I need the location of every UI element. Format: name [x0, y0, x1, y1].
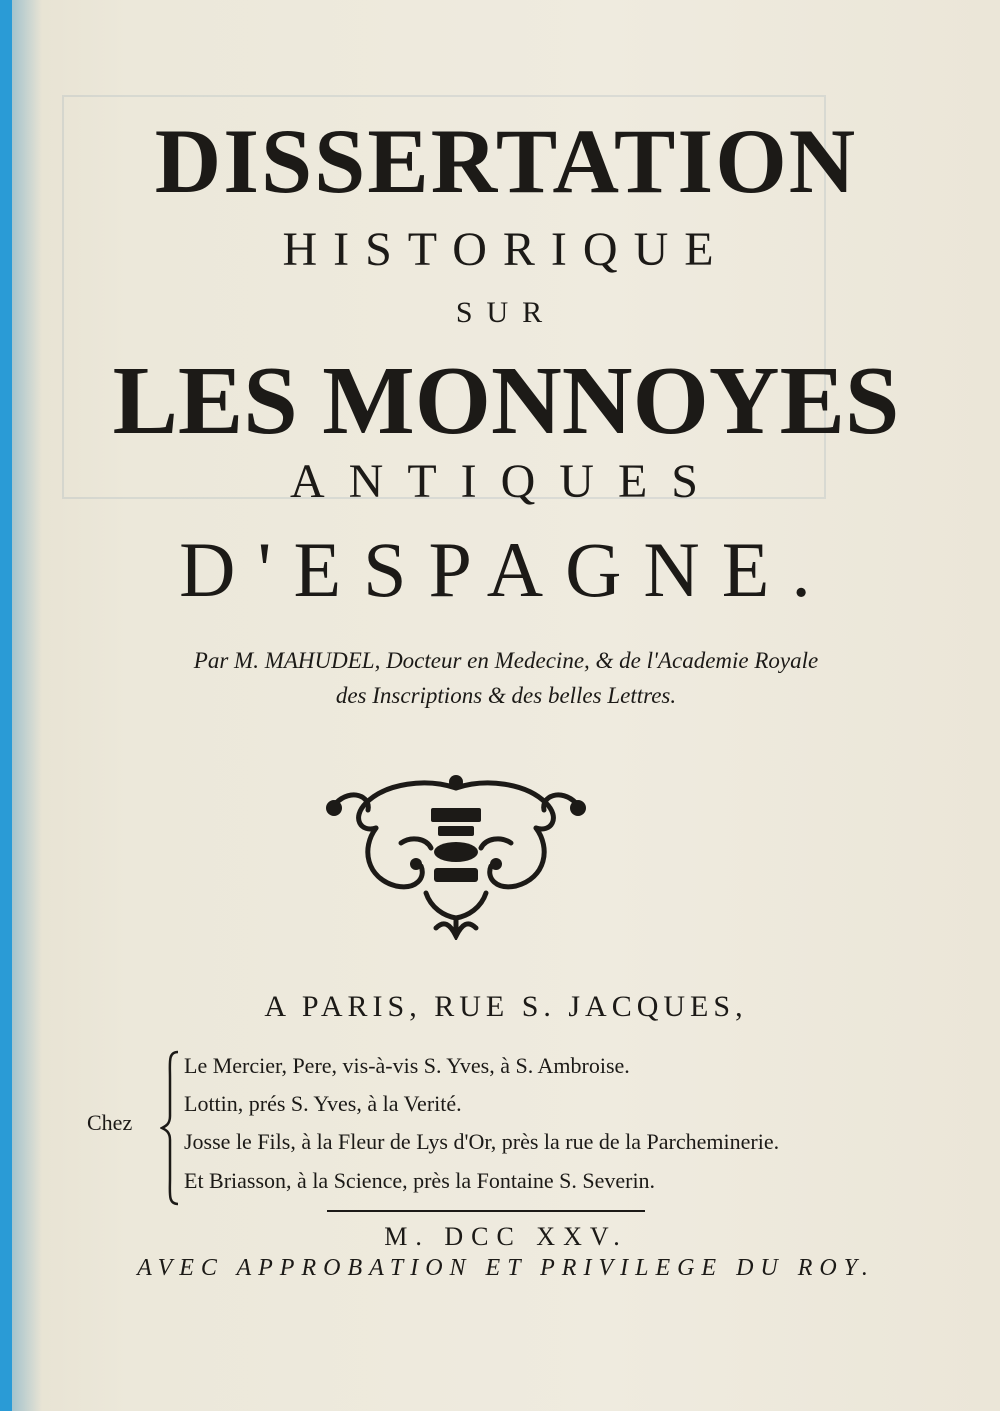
imprint-chez: Chez	[87, 1110, 133, 1135]
seller-line-briasson: Et Briasson, à la Science, près la Fontaine S. Severin.	[184, 1168, 656, 1193]
curly-brace-icon	[160, 1048, 182, 1208]
title-line-historique: HISTORIQUE	[282, 223, 730, 276]
privilege-line: AVEC APPROBATION ET PRIVILEGE DU ROY.	[137, 1255, 875, 1281]
publication-date: M. DCC XXV.	[384, 1222, 628, 1251]
title-page	[12, 0, 1000, 1411]
seller-line-josse: Josse le Fils, à la Fleur de Lys d'Or, près la rue de la Parcheminerie.	[184, 1129, 780, 1154]
author-line-2: des Inscriptions & des belles Lettres.	[335, 683, 677, 708]
separator-rule	[327, 1210, 645, 1212]
title-line-antiques: ANTIQUES	[290, 455, 722, 508]
seller-line-mercier: Le Mercier, Pere, vis-à-vis S. Yves, à S. Ambroise.	[184, 1053, 630, 1078]
title-line-sur: SUR	[455, 296, 557, 329]
seller-line-lottin: Lottin, prés S. Yves, à la Verité.	[184, 1091, 462, 1116]
title-line-monnoyes: LES MONNOYES	[112, 347, 900, 455]
fleuron-ornament-icon	[316, 768, 596, 940]
title-line-dissertation: DISSERTATION	[154, 110, 858, 212]
title-line-espagne: D'ESPAGNE.	[179, 526, 833, 613]
imprint-place: A PARIS, RUE S. JACQUES,	[264, 990, 748, 1023]
author-line-1: Par M. MAHUDEL, Docteur en Medecine, & de l'Academie Royale	[193, 648, 819, 673]
